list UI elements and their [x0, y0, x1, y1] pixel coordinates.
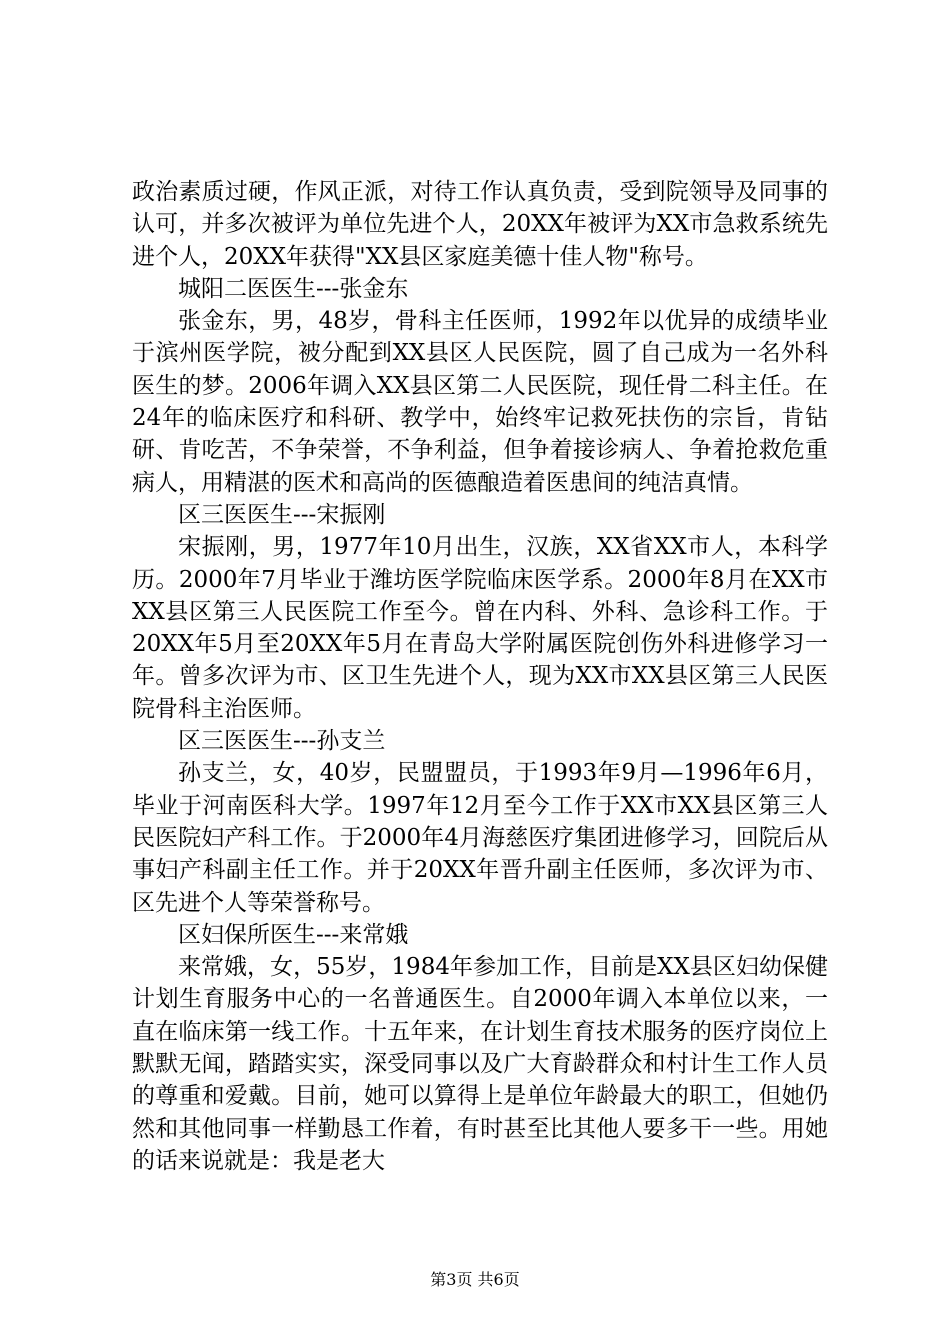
document-body: [132, 176, 828, 1177]
paragraph-sun-zhilan: 孙支兰，女，40岁，民盟盟员，于1993年9月—1996年6月，毕业于河南医科大学。1997年12月至今工作于XX市XX县区第三人民医院妇产科工作。于2000年4月海慈医疗集团进修学习，回院后从事妇产科副主任工作。并于20XX年晋升副主任医师，多次评为市、区先进个人等荣誉称号。: [132, 760, 828, 916]
paragraph-zhang-jindong: 张金东，男，48岁，骨科主任医师，1992年以优异的成绩毕业于滨州医学院，被分配到XX县区人民医院，圆了自己成为一名外科医生的梦。2006年调入XX县区第二人民医院，现任骨二科主任。在24年的临床医疗和科研、教学中，始终牢记救死扶伤的宗旨，肯钻研、肯吃苦，不争荣誉，不争利益，但争着接诊病人、争着抢救危重病人，用精湛的医术和高尚的医德酿造着医患间的纯洁真情。: [132, 308, 828, 496]
section-heading-song-zhengang: 区三医医生---宋振刚: [178, 501, 386, 528]
page-number-footer: 第3页 共6页: [430, 1270, 520, 1289]
paragraph-continuation: 政治素质过硬，作风正派，对待工作认真负责，受到院领导及同事的认可，并多次被评为单位先进个人，20XX年被评为XX市急救系统先进个人，20XX年获得"XX县区家庭美德十佳人物"称号。: [132, 179, 828, 270]
paragraph-lai-change: 来常娥，女，55岁，1984年参加工作，目前是XX县区妇幼保健计划生育服务中心的一名普通医生。自2000年调入本单位以来，一直在临床第一线工作。十五年来，在计划生育技术服务的医疗岗位上默默无闻，踏踏实实，深受同事以及广大育龄群众和村计生工作人员的尊重和爱戴。目前，她可以算得上是单位年龄最大的职工，但她仍然和其他同事一样勤恳工作着，有时甚至比其他人要多干一些。用她的话来说就是：我是老大: [132, 954, 828, 1174]
section-heading-sun-zhilan: 区三医医生---孙支兰: [178, 728, 386, 755]
paragraph-song-zhengang: 宋振刚，男，1977年10月出生，汉族，XX省XX市人，本科学历。2000年7月毕业于潍坊医学院临床医学系。2000年8月在XX市XX县区第三人民医院工作至今。曾在内科、外科、急诊科工作。于20XX年5月至20XX年5月在青岛大学附属医院创伤外科进修学习一年。曾多次评为市、区卫生先进个人，现为XX市XX县区第三人民医院骨科主治医师。: [132, 534, 828, 722]
section-heading-lai-change: 区妇保所医生---来常娥: [178, 921, 409, 948]
section-heading-zhang-jindong: 城阳二医医生---张金东: [178, 275, 409, 302]
